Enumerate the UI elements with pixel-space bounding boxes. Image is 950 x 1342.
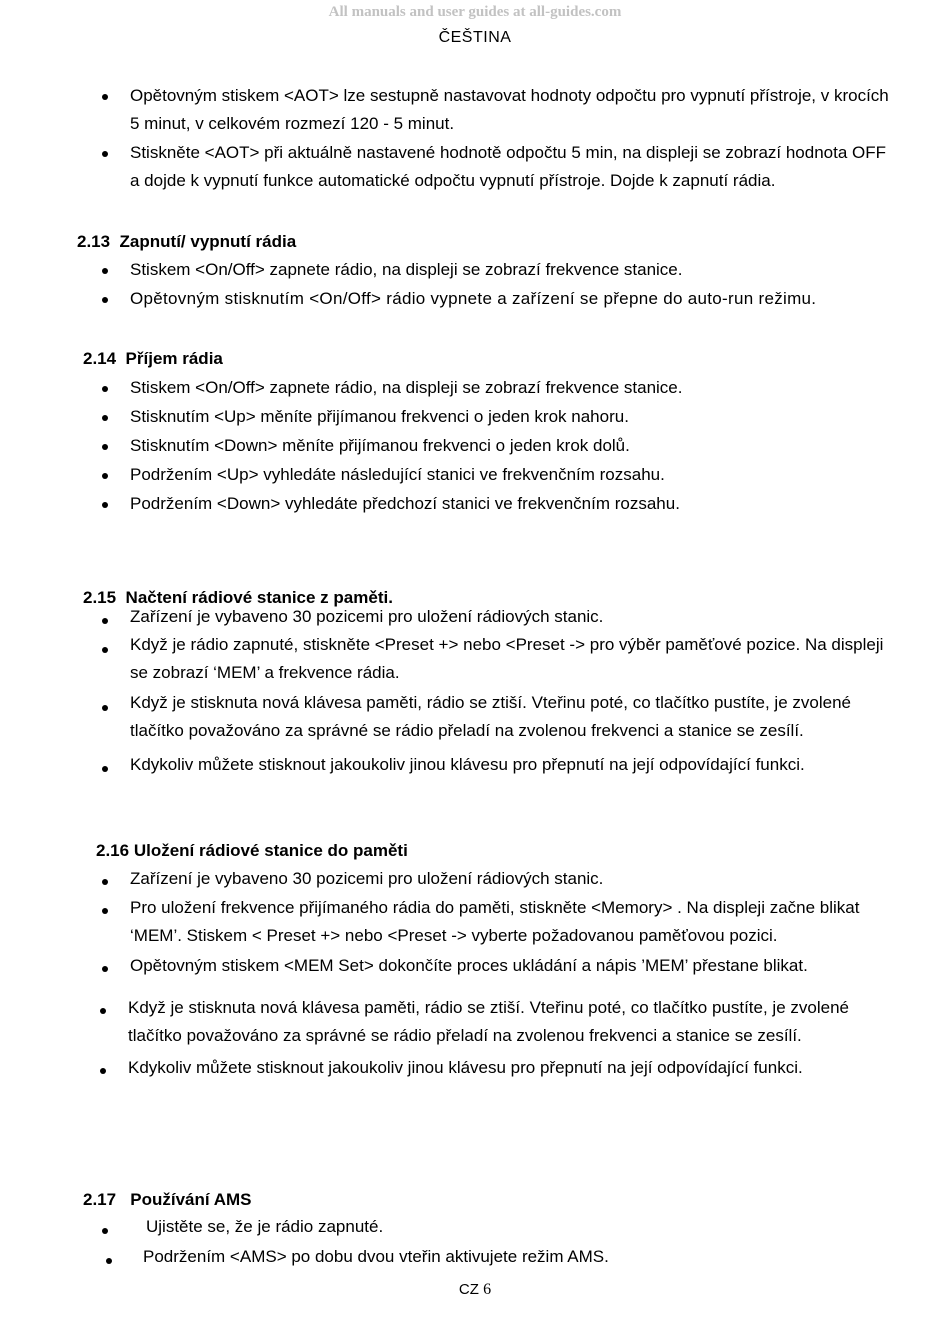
bullet-icon: [102, 94, 108, 100]
page-number: [0, 1281, 950, 1299]
bullet-icon: [102, 879, 108, 885]
bullet-icon: [102, 444, 108, 450]
bullet-icon: [102, 415, 108, 421]
section-number: 2.14: [83, 349, 117, 368]
page-digit: 6: [483, 1281, 492, 1298]
bullet-icon: [102, 647, 108, 653]
list-item: Stiskem <On/Off> zapnete rádio, na displeji se zobrazí frekvence stanice.: [130, 260, 683, 279]
list-item: Zařízení je vybaveno 30 pozicemi pro uložení rádiových stanic.: [130, 607, 604, 626]
bullet-icon: [102, 473, 108, 479]
list-item: Stisknutím <Up> měníte přijímanou frekvenci o jeden krok nahoru.: [130, 407, 629, 426]
section-heading: [77, 232, 296, 252]
section-title: Načtení rádiové stanice z paměti.: [125, 588, 393, 607]
section-number: 2.13: [77, 232, 111, 251]
bullet-icon: [100, 1068, 106, 1074]
section-number: 2.17: [83, 1190, 117, 1209]
list-item: Opětovným stiskem <MEM Set> dokončíte proces ukládání a nápis ’MEM’ přestane blikat.: [130, 956, 808, 975]
page-prefix: CZ: [458, 1281, 479, 1298]
list-item: Když je stisknuta nová klávesa paměti, rádio se ztiší. Vteřinu poté, co tlačítko pustíte, je zvolené tlačítko považováno za správné se rádio přeladí na zvolenou frekvenci a stanice se zesílí.: [128, 998, 849, 1045]
bullet-icon: [102, 908, 108, 914]
list-item: Když je stisknuta nová klávesa paměti, rádio se ztiší. Vteřinu poté, co tlačítko pustíte, je zvolené tlačítko považováno za správné se rádio přeladí na zvolenou frekvenci a stanice se zesílí.: [130, 693, 851, 740]
section-heading: [83, 1190, 251, 1210]
list-item: Stiskněte <AOT> při aktuálně nastavené hodnotě odpočtu 5 min, na displeji se zobrazí hodnota OFF a dojde k vypnutí funkce automatické odpočtu vypnutí přístroje. Dojde k zapnutí rádia.: [130, 143, 887, 190]
section-title: Příjem rádia: [125, 349, 223, 368]
bullet-icon: [102, 766, 108, 772]
section-heading: [83, 349, 223, 369]
list-item: Opětovným stiskem <AOT> lze sestupně nastavovat hodnoty odpočtu pro vypnutí přístroje, v krocích 5 minut, v celkovém rozmezí 120 - 5 minut.: [130, 86, 889, 133]
list-item: Podržením <Up> vyhledáte následující stanici ve frekvenčním rozsahu.: [130, 465, 665, 484]
bullet-icon: [102, 1228, 108, 1234]
bullet-icon: [106, 1258, 112, 1264]
list-item: Když je rádio zapnuté, stiskněte <Preset +> nebo <Preset -> pro výběr paměťové pozice. Na displeji se zobrazí ‘MEM’ a frekvence rádia.: [130, 635, 884, 682]
bullet-icon: [100, 1008, 106, 1014]
list-item: Stiskem <On/Off> zapnete rádio, na displeji se zobrazí frekvence stanice.: [130, 378, 683, 397]
bullet-icon: [102, 502, 108, 508]
bullet-icon: [102, 618, 108, 624]
list-item: Kdykoliv můžete stisknout jakoukoliv jinou klávesu pro přepnutí na její odpovídající funkci.: [128, 1058, 803, 1077]
bullet-icon: [102, 151, 108, 157]
list-item: Kdykoliv můžete stisknout jakoukoliv jinou klávesu pro přepnutí na její odpovídající funkci.: [130, 755, 805, 774]
bullet-icon: [102, 705, 108, 711]
section-number: 2.15: [83, 588, 117, 607]
watermark: All manuals and user guides at all-guides.com: [328, 4, 622, 20]
list-item: Podržením <AMS> po dobu dvou vteřin aktivujete režim AMS.: [143, 1247, 609, 1266]
language-header: ČEŠTINA: [438, 29, 512, 46]
section-heading: [96, 841, 408, 861]
section-title: Zapnutí/ vypnutí rádia: [119, 232, 297, 251]
section-title: Používání AMS: [130, 1190, 252, 1209]
list-item: Ujistěte se, že je rádio zapnuté.: [146, 1217, 384, 1236]
list-item: Zařízení je vybaveno 30 pozicemi pro uložení rádiových stanic.: [130, 869, 604, 888]
bullet-icon: [102, 386, 108, 392]
list-item: Opětovným stisknutím <On/Off> rádio vypnete a zařízení se přepne do auto-run režimu.: [130, 289, 817, 308]
list-item: Pro uložení frekvence přijímaného rádia do paměti, stiskněte <Memory> . Na displeji začne blikat ‘MEM’. Stiskem < Preset +> nebo <Preset -> vyberte požadovanou paměťovou pozici.: [130, 898, 860, 945]
section-title: Uložení rádiové stanice do paměti: [133, 841, 408, 860]
section-number: 2.16: [96, 841, 130, 860]
bullet-icon: [102, 268, 108, 274]
list-item: Stisknutím <Down> měníte přijímanou frekvenci o jeden krok dolů.: [130, 436, 630, 455]
bullet-icon: [102, 966, 108, 972]
bullet-icon: [102, 297, 108, 303]
list-item: Podržením <Down> vyhledáte předchozí stanici ve frekvenčním rozsahu.: [130, 494, 680, 513]
